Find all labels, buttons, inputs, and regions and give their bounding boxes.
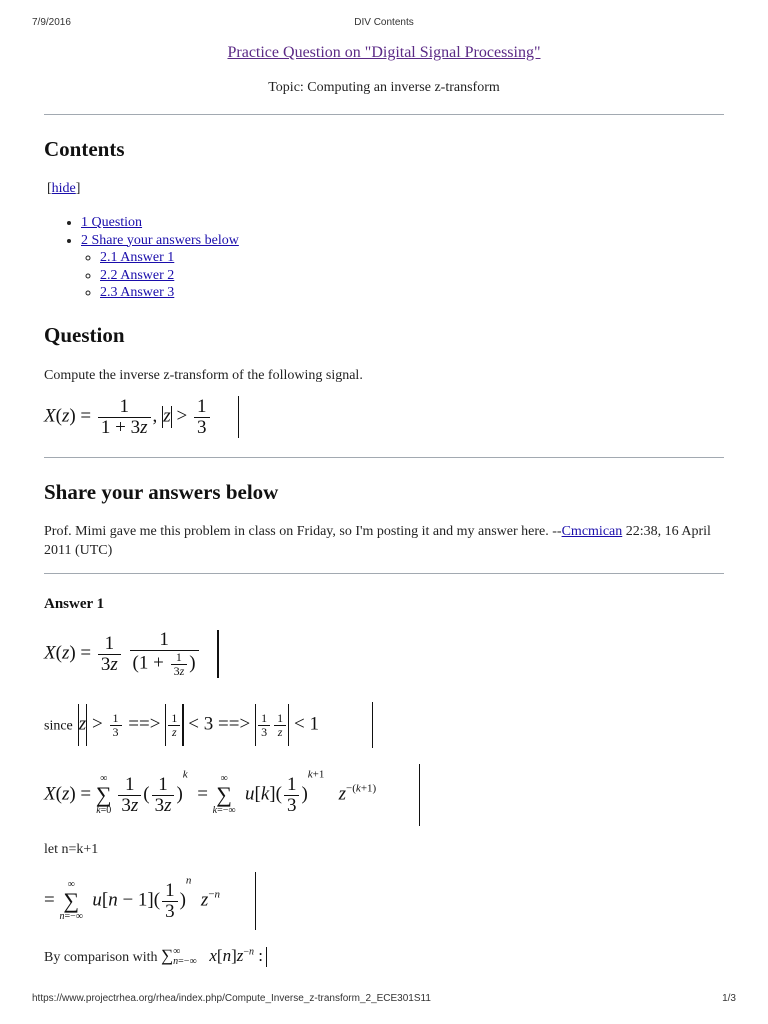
divider <box>44 114 724 115</box>
toc-link-answer-2[interactable]: 2.2 Answer 2 <box>100 267 175 283</box>
print-page-number: 1/3 <box>722 993 736 1004</box>
comparison-text: By comparison with <box>44 950 158 965</box>
divider <box>44 573 724 574</box>
comment-body: Prof. Mimi gave me this problem in class on Friday, so I'm posting it and my answer here. -- <box>44 524 562 539</box>
comparison-line: By comparison with ∑ ∞ n=−∞ $x[n]z^{-n}$ : <box>44 946 267 967</box>
answer-equation-2: since z > $\frac{1}{3}$ ==> $\frac{1}{z}$ < 3 ==> $\frac{1}{3}$ $\frac{1}{z}$ < 1 <box>44 702 373 748</box>
toc-subitem <box>100 249 239 267</box>
table-of-contents <box>62 214 239 302</box>
toc-subitem <box>100 284 239 302</box>
let-text: let n=k+1 <box>44 842 99 857</box>
answer-equation-3: X(z) = ∞ ∑ k=0 $\frac{1}{3z}$ ( $\frac{1}{3z}$ )$^k$ = ∞ ∑ k=−∞ u[k]( $\frac{1}{3}$ )$^{k+1}$ $z^{-(k+1)}$ <box>44 764 420 826</box>
comment-text <box>44 522 724 560</box>
share-heading: Share your answers below <box>44 480 279 504</box>
answer-equation-4: = ∞ ∑ n=−∞ u[n − 1]( $\frac{1}{3}$ )$^n$ $z^{-n}$ <box>44 872 256 930</box>
topic-line: Topic: Computing an inverse z-transform <box>268 80 500 95</box>
article-title <box>44 44 724 62</box>
toc-heading: Contents <box>44 137 125 161</box>
user-link[interactable]: Cmcmican <box>561 524 623 539</box>
article-title-link[interactable]: Practice Question on "Digital Signal Processing" <box>227 44 541 61</box>
toc-link-answer-1[interactable]: 2.1 Answer 1 <box>100 250 175 265</box>
question-equation: X(z) = $\frac{1}{1 + 3z}$ , z > $\frac{1}{3}$ <box>44 396 239 438</box>
toc-link-answer-3[interactable]: 2.3 Answer 3 <box>100 285 175 300</box>
toc-item <box>81 214 239 232</box>
answer-1-heading: Answer 1 <box>44 596 105 612</box>
toc-link-share[interactable]: 2 Share your answers below <box>81 232 239 248</box>
answer-equation-1: X(z) = $\frac{1}{3z}$ 1 (1 + $\frac{1}{3z}$ ) <box>44 630 219 678</box>
print-url: https://www.projectrhea.org/rhea/index.php/Compute_Inverse_z-transform_2_ECE301S11 <box>32 993 431 1004</box>
toc-item <box>81 232 239 302</box>
toc-subitem <box>100 267 239 285</box>
toc-sublist <box>81 249 239 302</box>
divider <box>44 457 724 458</box>
toc-link-question[interactable]: 1 Question <box>81 215 143 230</box>
toc-toggle: [hide] <box>47 181 81 196</box>
print-page-title: DIV Contents <box>354 17 414 28</box>
question-text: Compute the inverse z-transform of the following signal. <box>44 368 363 383</box>
since-label: since <box>44 718 73 734</box>
question-heading: Question <box>44 323 125 347</box>
print-date: 7/9/2016 <box>32 17 71 28</box>
comment-signature: 22:38, 16 April 2011 (UTC) <box>44 524 711 558</box>
toc-hide-link[interactable]: hide <box>51 181 76 196</box>
